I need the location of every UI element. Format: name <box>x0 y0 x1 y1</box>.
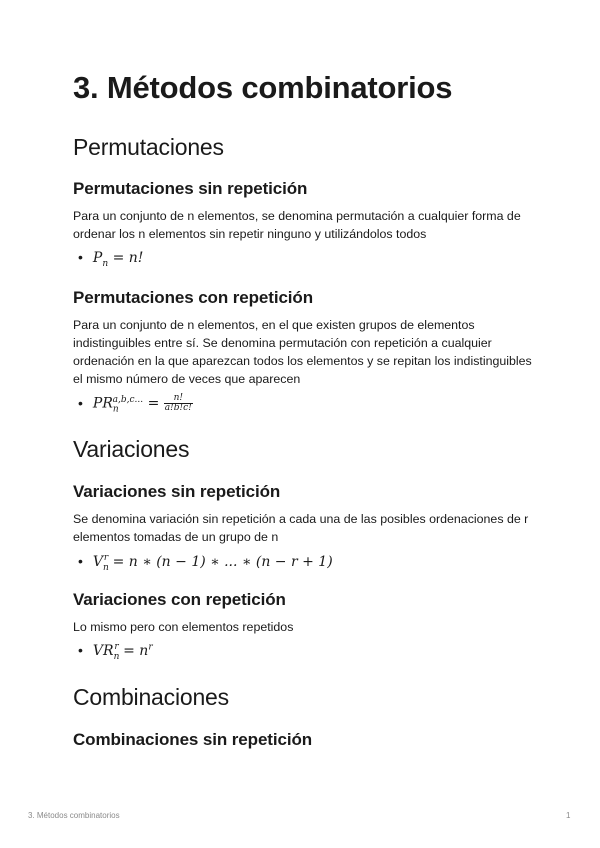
bullet-icon: • <box>78 553 83 569</box>
subsection-heading-permutaciones-sin-repeticion: Permutaciones sin repetición <box>73 179 308 198</box>
subsection-heading-permutaciones-con-repeticion: Permutaciones con repetición <box>73 288 313 307</box>
formula-variaciones-con-repeticion: • $VR_n^r = n^r$ <box>78 642 153 662</box>
footer-page-number: 1 <box>566 811 571 820</box>
paragraph-permutaciones-sin-repeticion: Para un conjunto de n elementos, se denomina permutación a cualquier forma de ordenar los n elementos sin repetir ninguno y utilizándolos todos <box>73 209 521 241</box>
subsection-heading-variaciones-sin-repeticion: Variaciones sin repetición <box>73 482 281 501</box>
subsection-heading-variaciones-con-repeticion: Variaciones con repetición <box>73 590 286 609</box>
paragraph-variaciones-con-repeticion: Lo mismo pero con elementos repetidos <box>73 620 294 634</box>
section-heading-variaciones: Variaciones <box>73 436 190 462</box>
section-heading-permutaciones: Permutaciones <box>73 134 224 160</box>
bullet-icon: • <box>78 394 83 411</box>
paragraph-variaciones-sin-repeticion: Se denomina variación sin repetición a cada una de las posibles ordenaciones de r elementos tomadas de un grupo de n <box>73 512 529 544</box>
subsection-heading-combinaciones-sin-repeticion: Combinaciones sin repetición <box>73 730 313 749</box>
formula-permutaciones-sin-repeticion: • $P_n = n$! <box>78 249 144 269</box>
bullet-icon: • <box>78 249 83 265</box>
bullet-icon: • <box>78 642 83 658</box>
formula-permutaciones-con-repeticion: • $PR_n^{a,b,c...}$ = $\frac{n!}{a!b!c!}$ <box>78 393 192 415</box>
paragraph-permutaciones-con-repeticion: Para un conjunto de n elementos, en el que existen grupos de elementos indistinguibles entre sí. Se denomina permutación con repetición a cualquier ordenación en la que aparezcan todos los elementos y se repitan los indistinguibles el mismo número de veces que aparecen <box>73 318 532 386</box>
footer-title: 3. Métodos combinatorios <box>28 811 120 820</box>
section-heading-combinaciones: Combinaciones <box>73 684 229 710</box>
formula-variaciones-sin-repeticion: • $V_n^r = n$ ∗ (n − 1) ∗ ... ∗ (n − r + 1) <box>78 553 333 573</box>
page-title: 3. Métodos combinatorios <box>73 70 453 105</box>
